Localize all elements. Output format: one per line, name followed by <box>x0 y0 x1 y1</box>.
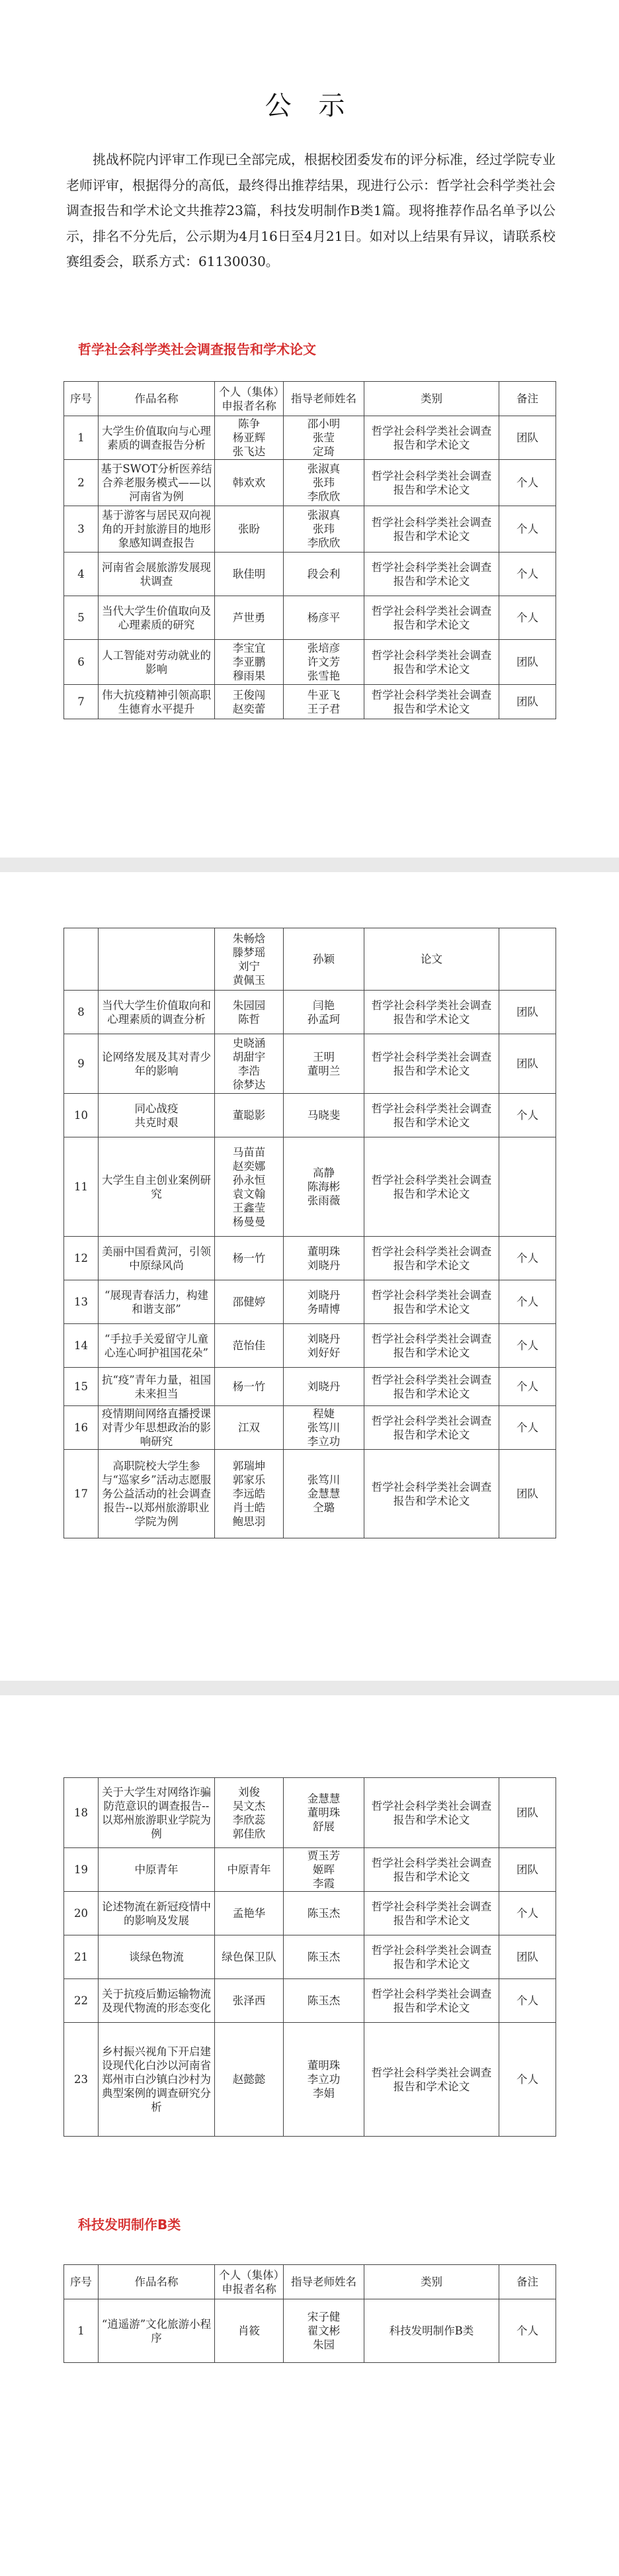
cell-note: 个人 <box>499 1406 556 1450</box>
cell-name: 谈绿色物流 <box>99 1935 215 1979</box>
cell-applicant: 张泽西 <box>215 1979 284 2023</box>
cell-note <box>499 1137 556 1237</box>
social-science-table-continued <box>63 928 556 1538</box>
cell-name: 河南省会展旅游发展现状调查 <box>99 553 215 596</box>
cell-note: 个人 <box>499 1368 556 1406</box>
section-title-tech: 科技发明制作B类 <box>78 2217 181 2233</box>
tech-invention-table-body <box>64 2299 556 2363</box>
cell-name: 同心战疫 共克时艰 <box>99 1094 215 1137</box>
table-row <box>64 1892 556 1935</box>
cell-category: 哲学社会科学类社会调查报告和学术论文 <box>364 1094 499 1137</box>
cell-name: 关于大学生对网络诈骗防范意识的调查报告--以郑州旅游职业学院为例 <box>99 1778 215 1848</box>
cell-category: 哲学社会科学类社会调查报告和学术论文 <box>364 1892 499 1935</box>
cell-advisor: 陈玉杰 <box>284 1935 364 1979</box>
header-advisor: 指导老师姓名 <box>284 2265 364 2299</box>
table-row <box>64 2023 556 2137</box>
cell-no: 11 <box>64 1137 99 1237</box>
social-science-table-body <box>64 416 556 719</box>
cell-name: 疫情期间网络直播授课对青少年思想政治的影响研究 <box>99 1406 215 1450</box>
cell-note: 个人 <box>499 1094 556 1137</box>
cell-no: 1 <box>64 416 99 460</box>
table-row <box>64 1979 556 2023</box>
cell-advisor: 刘晓丹 务晴博 <box>284 1280 364 1324</box>
cell-name: 大学生价值取向与心理素质的调查报告分析 <box>99 416 215 460</box>
cell-note <box>499 928 556 991</box>
page-2 <box>0 872 619 1681</box>
header-applicant: 个人（集体）申报者名称 <box>215 2265 284 2299</box>
table-row <box>64 1368 556 1406</box>
cell-category: 哲学社会科学类社会调查报告和学术论文 <box>364 1324 499 1368</box>
page-3 <box>0 1695 619 2576</box>
page-title: 公 示 <box>265 91 354 121</box>
table-row <box>64 1848 556 1892</box>
cell-no: 1 <box>64 2299 99 2363</box>
cell-category: 哲学社会科学类社会调查报告和学术论文 <box>364 1237 499 1280</box>
cell-advisor: 闫艳 孙孟珂 <box>284 991 364 1034</box>
cell-no: 20 <box>64 1892 99 1935</box>
cell-note: 个人 <box>499 1237 556 1280</box>
cell-no: 6 <box>64 640 99 685</box>
cell-no: 15 <box>64 1368 99 1406</box>
cell-category: 哲学社会科学类社会调查报告和学术论文 <box>364 2023 499 2137</box>
cell-advisor: 董明珠 刘晓丹 <box>284 1237 364 1280</box>
cell-category: 哲学社会科学类社会调查报告和学术论文 <box>364 640 499 685</box>
table-header-row <box>64 382 556 416</box>
table-row <box>64 1450 556 1538</box>
cell-name <box>99 928 215 991</box>
cell-no: 7 <box>64 685 99 719</box>
cell-name: 乡村振兴视角下开启建设现代化白沙以河南省郑州市白沙镇白沙村为典型案例的调查研究分析 <box>99 2023 215 2137</box>
cell-category: 哲学社会科学类社会调查报告和学术论文 <box>364 416 499 460</box>
table-row <box>64 1094 556 1137</box>
cell-category: 科技发明制作B类 <box>364 2299 499 2363</box>
cell-category: 论文 <box>364 928 499 991</box>
table-row <box>64 1935 556 1979</box>
cell-applicant: 张盼 <box>215 506 284 553</box>
cell-applicant: 杨一竹 <box>215 1368 284 1406</box>
cell-name: 关于抗疫后勤运输物流及现代物流的形态变化 <box>99 1979 215 2023</box>
page-1 <box>0 0 619 858</box>
cell-no: 14 <box>64 1324 99 1368</box>
cell-no: 13 <box>64 1280 99 1324</box>
cell-note: 团队 <box>499 1450 556 1538</box>
cell-no: 9 <box>64 1034 99 1094</box>
cell-note: 个人 <box>499 596 556 640</box>
cell-name: 伟大抗疫精神引领高职生德育水平提升 <box>99 685 215 719</box>
cell-name: 人工智能对劳动就业的影响 <box>99 640 215 685</box>
cell-advisor: 张淑真 张玮 李欣欣 <box>284 460 364 506</box>
cell-advisor: 张淑真 张玮 李欣欣 <box>284 506 364 553</box>
cell-advisor: 刘晓丹 刘好好 <box>284 1324 364 1368</box>
cell-name: 抗“疫”青年力量，祖国未来担当 <box>99 1368 215 1406</box>
cell-advisor: 王明 董明兰 <box>284 1034 364 1094</box>
social-science-table-body-3 <box>64 1778 556 2137</box>
table-row <box>64 1034 556 1094</box>
cell-no: 10 <box>64 1094 99 1137</box>
cell-name: “逍遥游”文化旅游小程序 <box>99 2299 215 2363</box>
cell-no: 19 <box>64 1848 99 1892</box>
social-science-table-continued-2 <box>63 1777 556 2137</box>
table-row <box>64 991 556 1034</box>
cell-applicant: 孟艳华 <box>215 1892 284 1935</box>
cell-advisor: 金慧慧 董明珠 舒展 <box>284 1778 364 1848</box>
tech-invention-table <box>63 2264 556 2363</box>
cell-no <box>64 928 99 991</box>
cell-note: 团队 <box>499 416 556 460</box>
table-row <box>64 2299 556 2363</box>
cell-advisor: 程婕 张笃川 李立功 <box>284 1406 364 1450</box>
cell-no: 12 <box>64 1237 99 1280</box>
cell-no: 21 <box>64 1935 99 1979</box>
section-title-social-science: 哲学社会科学类社会调查报告和学术论文 <box>78 341 316 357</box>
cell-applicant: 郭瑞坤 郭家乐 李远皓 肖士皓 鲍思羽 <box>215 1450 284 1538</box>
cell-applicant: 董聪影 <box>215 1094 284 1137</box>
cell-advisor: 董明珠 李立功 李娟 <box>284 2023 364 2137</box>
cell-note: 个人 <box>499 553 556 596</box>
cell-no: 18 <box>64 1778 99 1848</box>
cell-name: 大学生自主创业案例研究 <box>99 1137 215 1237</box>
cell-no: 4 <box>64 553 99 596</box>
header-no: 序号 <box>64 2265 99 2299</box>
header-note: 备注 <box>499 382 556 416</box>
cell-name: 中原青年 <box>99 1848 215 1892</box>
cell-category: 哲学社会科学类社会调查报告和学术论文 <box>364 1034 499 1094</box>
cell-advisor: 高静 陈海彬 张雨薇 <box>284 1137 364 1237</box>
cell-note: 团队 <box>499 991 556 1034</box>
cell-no: 3 <box>64 506 99 553</box>
header-name: 作品名称 <box>99 382 215 416</box>
cell-category: 哲学社会科学类社会调查报告和学术论文 <box>364 991 499 1034</box>
cell-applicant: 邵健婷 <box>215 1280 284 1324</box>
cell-applicant: 中原青年 <box>215 1848 284 1892</box>
cell-note: 个人 <box>499 506 556 553</box>
table-row <box>64 1406 556 1450</box>
cell-advisor: 段会利 <box>284 553 364 596</box>
cell-advisor: 刘晓丹 <box>284 1368 364 1406</box>
header-category: 类别 <box>364 382 499 416</box>
table-row <box>64 1324 556 1368</box>
cell-category: 哲学社会科学类社会调查报告和学术论文 <box>364 1368 499 1406</box>
table-row <box>64 685 556 719</box>
cell-applicant: 朱园园 陈哲 <box>215 991 284 1034</box>
cell-note: 个人 <box>499 460 556 506</box>
cell-applicant: 王俊闯 赵奕蕾 <box>215 685 284 719</box>
cell-note: 团队 <box>499 1778 556 1848</box>
cell-name: “手拉手关爱留守儿童心连心呵护祖国花朵” <box>99 1324 215 1368</box>
cell-no: 5 <box>64 596 99 640</box>
cell-note: 个人 <box>499 1280 556 1324</box>
header-category: 类别 <box>364 2265 499 2299</box>
header-note: 备注 <box>499 2265 556 2299</box>
cell-applicant: 韩欢欢 <box>215 460 284 506</box>
cell-applicant: 李宝宜 李亚鹏 穆雨果 <box>215 640 284 685</box>
cell-advisor: 宋子健 翟文彬 朱园 <box>284 2299 364 2363</box>
cell-category: 哲学社会科学类社会调查报告和学术论文 <box>364 553 499 596</box>
cell-advisor: 陈玉杰 <box>284 1979 364 2023</box>
intro-paragraph: 挑战杯院内评审工作现已全部完成，根据校团委发布的评分标准，经过学院专业老师评审，根据得分的高低，最终得出推荐结果，现进行公示：哲学社会科学类社会调查报告和学术论文共推荐23篇，科技发明制作B类1篇。现将推荐作品名单予以公示，排名不分先后，公示期为4月16日至4月21日。如对以上结果有异议，请联系校赛组委会，联系方式：61130030。 <box>66 152 556 269</box>
cell-advisor: 牛亚飞 王子君 <box>284 685 364 719</box>
cell-category: 哲学社会科学类社会调查报告和学术论文 <box>364 1450 499 1538</box>
cell-advisor: 陈玉杰 <box>284 1892 364 1935</box>
cell-name: 当代大学生价值取向及心理素质的研究 <box>99 596 215 640</box>
cell-note: 个人 <box>499 1324 556 1368</box>
cell-advisor: 孙颖 <box>284 928 364 991</box>
cell-name: 基于游客与居民双向视角的开封旅游目的地形象感知调查报告 <box>99 506 215 553</box>
cell-name: 论述物流在新冠疫情中的影响及发展 <box>99 1892 215 1935</box>
cell-advisor: 张培彦 许文芳 张雪艳 <box>284 640 364 685</box>
cell-category: 哲学社会科学类社会调查报告和学术论文 <box>364 685 499 719</box>
cell-note: 个人 <box>499 1892 556 1935</box>
cell-applicant: 江双 <box>215 1406 284 1450</box>
header-no: 序号 <box>64 382 99 416</box>
cell-applicant: 陈争 杨亚辉 张飞达 <box>215 416 284 460</box>
social-science-table <box>63 381 556 719</box>
cell-applicant: 耿佳明 <box>215 553 284 596</box>
cell-applicant: 范怡佳 <box>215 1324 284 1368</box>
cell-name: 当代大学生价值取向和心理素质的调查分析 <box>99 991 215 1034</box>
cell-applicant: 杨一竹 <box>215 1237 284 1280</box>
cell-note: 团队 <box>499 640 556 685</box>
cell-category: 哲学社会科学类社会调查报告和学术论文 <box>364 460 499 506</box>
cell-applicant: 绿色保卫队 <box>215 1935 284 1979</box>
cell-no: 16 <box>64 1406 99 1450</box>
cell-advisor: 张笃川 金慧慧 仝璐 <box>284 1450 364 1538</box>
cell-applicant: 赵懿懿 <box>215 2023 284 2137</box>
cell-advisor: 马晓斐 <box>284 1094 364 1137</box>
cell-note: 团队 <box>499 1034 556 1094</box>
table-row-continued <box>64 928 556 991</box>
cell-category: 哲学社会科学类社会调查报告和学术论文 <box>364 1848 499 1892</box>
cell-no: 8 <box>64 991 99 1034</box>
cell-applicant: 马苗苗 赵奕娜 孙永恒 袁文翰 王鑫莹 杨曼曼 <box>215 1137 284 1237</box>
table-row <box>64 553 556 596</box>
header-applicant: 个人（集体）申报者名称 <box>215 382 284 416</box>
cell-name: 美丽中国看黄河，引领中原绿风尚 <box>99 1237 215 1280</box>
table-row <box>64 506 556 553</box>
cell-no: 17 <box>64 1450 99 1538</box>
header-advisor: 指导老师姓名 <box>284 382 364 416</box>
table-row <box>64 596 556 640</box>
cell-name: 论网络发展及其对青少年的影响 <box>99 1034 215 1094</box>
table-row <box>64 1778 556 1848</box>
cell-note: 团队 <box>499 1848 556 1892</box>
cell-applicant: 芦世勇 <box>215 596 284 640</box>
social-science-table-body-2 <box>64 928 556 1538</box>
header-name: 作品名称 <box>99 2265 215 2299</box>
table-row <box>64 1237 556 1280</box>
table-header-row <box>64 2265 556 2299</box>
cell-note: 团队 <box>499 685 556 719</box>
table-row <box>64 1137 556 1237</box>
cell-advisor: 邵小明 张莹 定琦 <box>284 416 364 460</box>
cell-advisor: 杨彦平 <box>284 596 364 640</box>
cell-category: 哲学社会科学类社会调查报告和学术论文 <box>364 1406 499 1450</box>
cell-name: 高职院校大学生参与“巡家乡”活动志愿服务公益活动的社会调查报告--以郑州旅游职业学院为例 <box>99 1450 215 1538</box>
cell-name: “展现青春活力，构建和谐支部” <box>99 1280 215 1324</box>
cell-name: 基于SWOT分析医养结合养老服务模式——以河南省为例 <box>99 460 215 506</box>
cell-applicant: 朱畅焓 滕梦瑶 刘宁 黄佩玉 <box>215 928 284 991</box>
table-row <box>64 640 556 685</box>
cell-category: 哲学社会科学类社会调查报告和学术论文 <box>364 1280 499 1324</box>
table-row <box>64 1280 556 1324</box>
cell-note: 个人 <box>499 2299 556 2363</box>
cell-category: 哲学社会科学类社会调查报告和学术论文 <box>364 1979 499 2023</box>
cell-advisor: 贾玉芳 姬晖 李霞 <box>284 1848 364 1892</box>
cell-no: 2 <box>64 460 99 506</box>
cell-note: 团队 <box>499 1935 556 1979</box>
cell-no: 23 <box>64 2023 99 2137</box>
cell-no: 22 <box>64 1979 99 2023</box>
cell-category: 哲学社会科学类社会调查报告和学术论文 <box>364 1778 499 1848</box>
cell-applicant: 史晓涵 胡甜宇 李浩 徐梦达 <box>215 1034 284 1094</box>
table-row <box>64 460 556 506</box>
cell-category: 哲学社会科学类社会调查报告和学术论文 <box>364 506 499 553</box>
cell-applicant: 肖筱 <box>215 2299 284 2363</box>
table-row <box>64 416 556 460</box>
cell-category: 哲学社会科学类社会调查报告和学术论文 <box>364 1935 499 1979</box>
cell-note: 个人 <box>499 2023 556 2137</box>
cell-note: 个人 <box>499 1979 556 2023</box>
cell-category: 哲学社会科学类社会调查报告和学术论文 <box>364 596 499 640</box>
cell-category: 哲学社会科学类社会调查报告和学术论文 <box>364 1137 499 1237</box>
cell-applicant: 刘俊 吴文杰 李欣蕊 郭佳欣 <box>215 1778 284 1848</box>
